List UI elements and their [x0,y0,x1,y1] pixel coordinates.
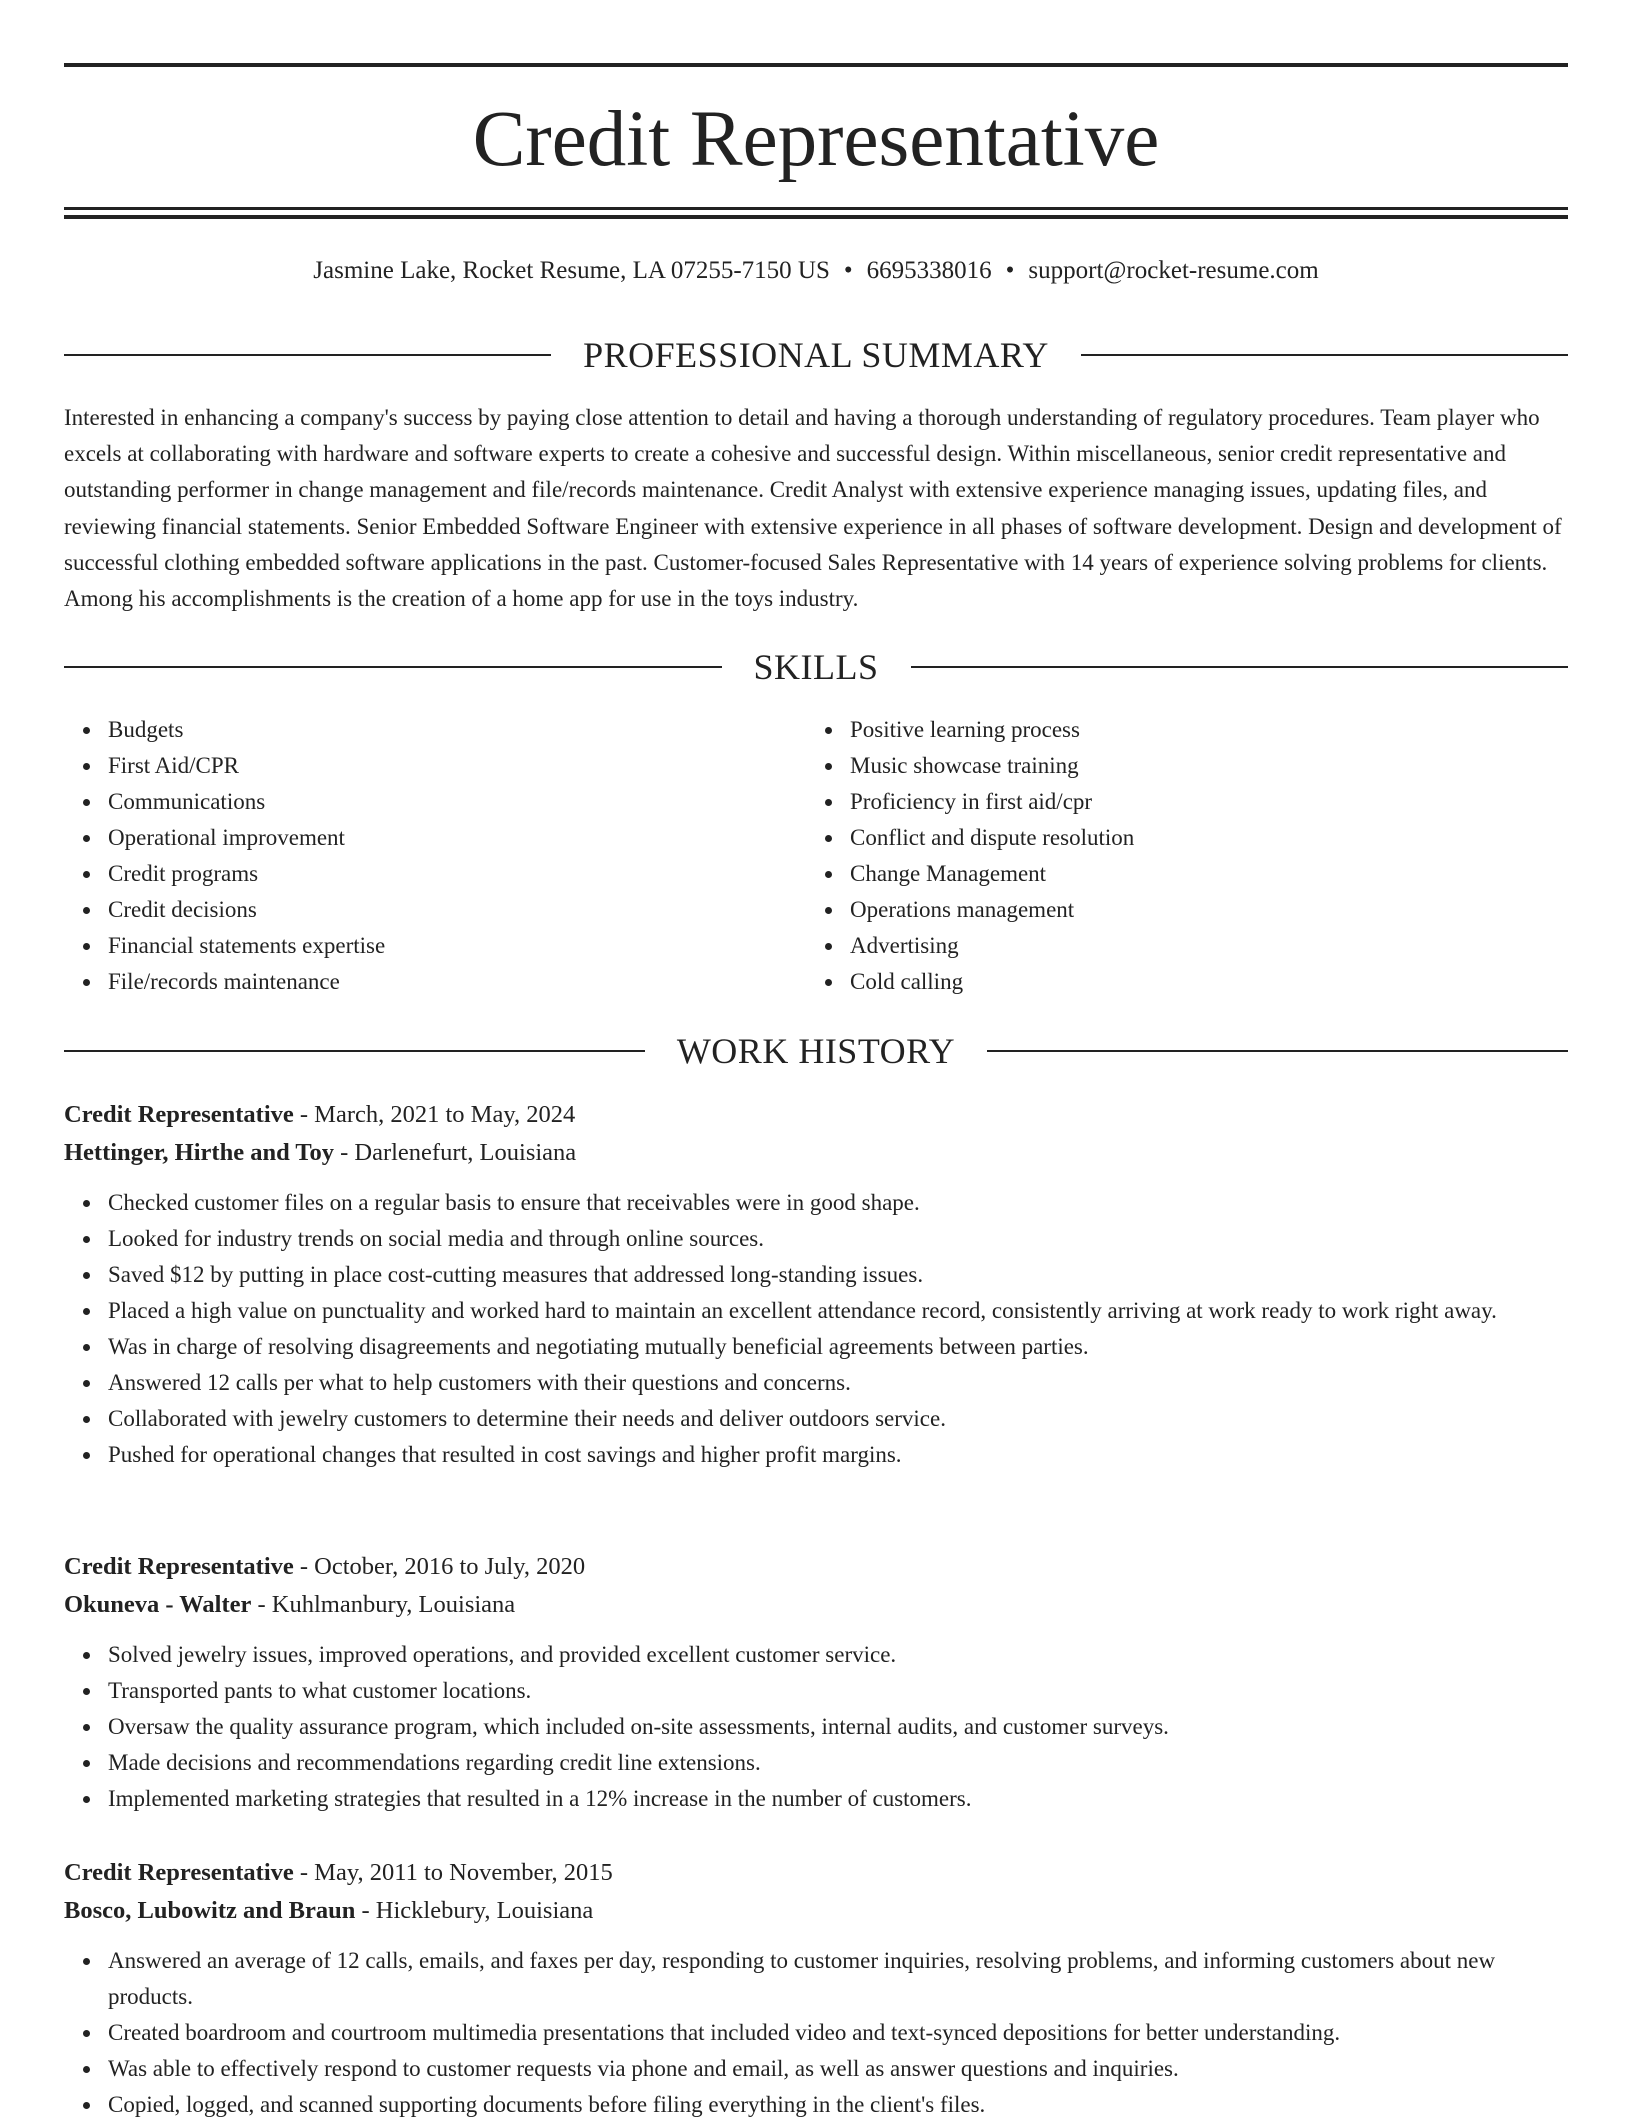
job-bullet: Answered an average of 12 calls, emails, and faxes per day, responding to customer inquiries, resolving problems, and informing customers about new products. [108,1943,1568,2015]
job-bullet: Looked for industry trends on social media and through online sources. [108,1221,1568,1257]
job-bullet: Placed a high value on punctuality and worked hard to maintain an excellent attendance record, consistently arriving at work ready to work right away. [108,1293,1568,1329]
skill-item: Operational improvement [108,820,806,856]
job-bullet: Copied, logged, and scanned supporting documents before filing everything in the client's files. [108,2087,1568,2123]
section-header-work [64,1031,1568,1071]
title-rule-lower [64,215,1568,219]
job-company: Hettinger, Hirthe and Toy [64,1139,334,1166]
title-rule-upper [64,207,1568,210]
contact-phone: 6695338016 [866,257,992,284]
job-bullets [64,1185,1568,1473]
contact-address: Jasmine Lake, Rocket Resume, LA 07255-7150 US [313,257,830,284]
job-title: Credit Representative [64,1859,294,1886]
section-rule [64,1050,645,1052]
skill-item: Positive learning process [850,712,1568,748]
section-rule [987,1050,1568,1052]
skill-item: Credit decisions [108,892,806,928]
job-bullet: Pushed for operational changes that resulted in cost savings and higher profit margins. [108,1437,1568,1473]
section-rule [1081,354,1568,356]
job-dates: - March, 2021 to May, 2024 [293,1101,576,1128]
job-title: Credit Representative [64,1553,294,1580]
job-bullet: Created boardroom and courtroom multimedia presentations that included video and text-synced depositions for better understanding. [108,2015,1568,2051]
skill-item: Change Management [850,856,1568,892]
job-dates: - October, 2016 to July, 2020 [293,1553,586,1580]
skills-column-right [806,712,1568,1000]
skill-item: Budgets [108,712,806,748]
section-rule [64,354,551,356]
job-company: Okuneva - Walter [64,1591,252,1618]
job-entry [64,1548,1568,1817]
job-bullet: Collaborated with jewelry customers to determine their needs and deliver outdoors service. [108,1401,1568,1437]
job-bullet: Transported pants to what customer locations. [108,1673,1568,1709]
job-entry [64,1854,1568,2123]
section-rule [64,666,722,668]
job-bullet: Was in charge of resolving disagreements and negotiating mutually beneficial agreements between parties. [108,1329,1568,1365]
skill-item: Music showcase training [850,748,1568,784]
job-location: - Kuhlmanbury, Louisiana [251,1591,516,1618]
contact-separator: • [843,257,853,284]
skill-item: Conflict and dispute resolution [850,820,1568,856]
job-bullet: Implemented marketing strategies that resulted in a 12% increase in the number of customers. [108,1781,1568,1817]
job-bullet: Was able to effectively respond to customer requests via phone and email, as well as answer questions and inquiries. [108,2051,1568,2087]
job-bullets [64,1637,1568,1817]
job-company-line [64,1134,1568,1172]
job-entry [64,1096,1568,1473]
job-bullet: Oversaw the quality assurance program, which included on-site assessments, internal audits, and customer surveys. [108,1709,1568,1745]
skill-item: Proficiency in first aid/cpr [850,784,1568,820]
contact-email: support@rocket-resume.com [1028,257,1319,284]
section-header-skills [64,647,1568,687]
job-title-line [64,1548,1568,1586]
section-title: SKILLS [753,647,879,687]
section-title: WORK HISTORY [676,1031,956,1071]
contact-separator: • [1005,257,1015,284]
job-bullet: Solved jewelry issues, improved operations, and provided excellent customer service. [108,1637,1568,1673]
skill-item: First Aid/CPR [108,748,806,784]
skill-item: File/records maintenance [108,964,806,1000]
skill-item: Advertising [850,928,1568,964]
job-bullet: Answered 12 calls per what to help customers with their questions and concerns. [108,1365,1568,1401]
job-title: Credit Representative [64,1101,294,1128]
job-bullet: Checked customer files on a regular basis to ensure that receivables were in good shape. [108,1185,1568,1221]
skill-item: Financial statements expertise [108,928,806,964]
job-bullet: Made decisions and recommendations regarding credit line extensions. [108,1745,1568,1781]
top-rule [64,63,1568,67]
skill-item: Cold calling [850,964,1568,1000]
skill-item: Communications [108,784,806,820]
section-header-summary [64,335,1568,375]
job-company-line [64,1892,1568,1930]
summary-text: Interested in enhancing a company's success by paying close attention to detail and having a thorough understanding of regulatory procedures. Team player who excels at collaborating with hardware and software experts to create a cohesive and successful design. Within miscellaneous, senior credit representative and outstanding performer in change management and file/records maintenance. Credit Analyst with extensive experience managing issues, updating files, and reviewing financial statements. Senior Embedded Software Engineer with extensive experience in all phases of software development. Design and development of successful clothing embedded software applications in the past. Customer-focused Sales Representative with 14 years of experience solving problems for clients. Among his accomplishments is the creation of a home app for use in the toys industry. [64,405,1562,612]
job-title-line [64,1854,1568,1892]
skill-item: Operations management [850,892,1568,928]
job-bullets [64,1943,1568,2123]
resume-title: Credit Representative [472,96,1160,183]
contact-line [64,254,1568,288]
job-title-line [64,1096,1568,1134]
job-dates: - May, 2011 to November, 2015 [293,1859,613,1886]
skills-grid [64,712,1568,1000]
skill-item: Credit programs [108,856,806,892]
job-location: - Darlenefurt, Louisiana [333,1139,577,1166]
job-company: Bosco, Lubowitz and Braun [64,1897,356,1924]
skills-column-left [64,712,806,1000]
job-company-line [64,1586,1568,1624]
job-location: - Hicklebury, Louisiana [355,1897,594,1924]
section-title: PROFESSIONAL SUMMARY [583,335,1049,375]
job-bullet: Saved $12 by putting in place cost-cutting measures that addressed long-standing issues. [108,1257,1568,1293]
section-rule [911,666,1569,668]
